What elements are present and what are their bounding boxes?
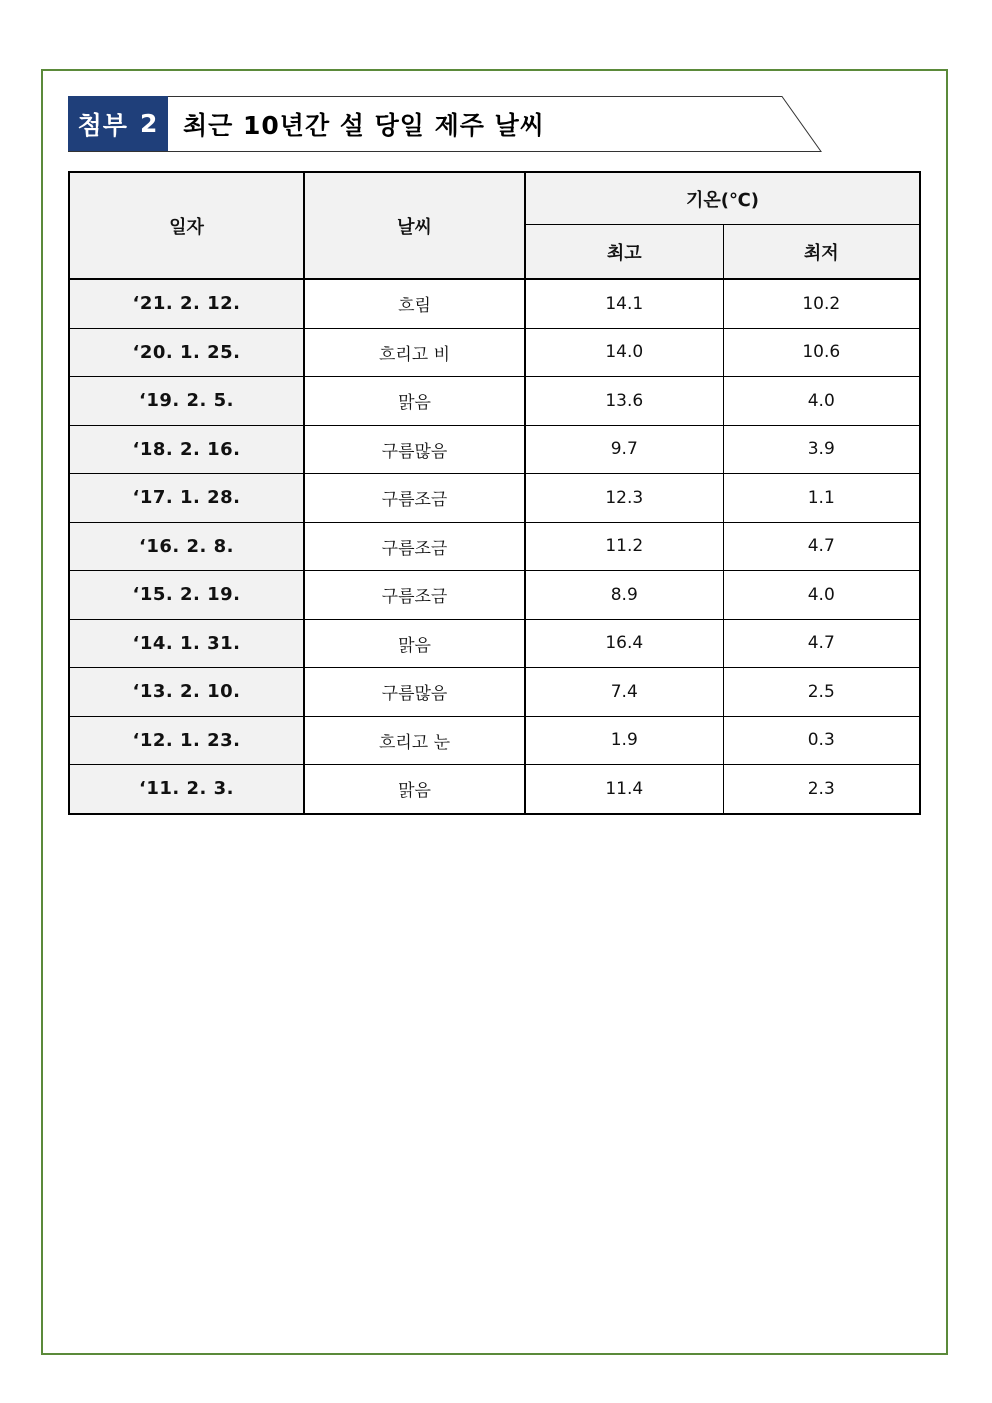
high-temp-cell: 14.1	[525, 279, 723, 328]
date-cell: ‘18. 2. 16.	[69, 425, 304, 474]
weather-cell: 맑음	[304, 619, 525, 668]
header-temperature: 기온(℃)	[525, 172, 920, 225]
header-date: 일자	[69, 172, 304, 279]
high-temp-cell: 14.0	[525, 328, 723, 377]
date-cell: ‘20. 1. 25.	[69, 328, 304, 377]
table-row	[69, 377, 920, 426]
table-row	[69, 425, 920, 474]
high-temp-cell: 1.9	[525, 716, 723, 765]
high-temp-cell: 9.7	[525, 425, 723, 474]
header-low: 최저	[723, 225, 920, 280]
low-temp-cell: 10.6	[723, 328, 920, 377]
weather-cell: 구름조금	[304, 571, 525, 620]
date-cell: ‘15. 2. 19.	[69, 571, 304, 620]
header-high: 최고	[525, 225, 723, 280]
attachment-badge	[68, 96, 168, 151]
title-bar	[68, 96, 822, 152]
weather-cell: 구름많음	[304, 668, 525, 717]
high-temp-cell: 13.6	[525, 377, 723, 426]
weather-cell: 흐림	[304, 279, 525, 328]
weather-cell: 구름조금	[304, 474, 525, 523]
high-temp-cell: 12.3	[525, 474, 723, 523]
weather-cell: 구름조금	[304, 522, 525, 571]
table-row	[69, 474, 920, 523]
date-cell: ‘16. 2. 8.	[69, 522, 304, 571]
low-temp-cell: 4.0	[723, 377, 920, 426]
table-row	[69, 279, 920, 328]
weather-cell: 흐리고 비	[304, 328, 525, 377]
table-row	[69, 765, 920, 814]
table-row	[69, 716, 920, 765]
low-temp-cell: 4.0	[723, 571, 920, 620]
low-temp-cell: 1.1	[723, 474, 920, 523]
table-row	[69, 619, 920, 668]
weather-cell: 맑음	[304, 765, 525, 814]
attachment-number: 2	[139, 109, 159, 138]
low-temp-cell: 10.2	[723, 279, 920, 328]
weather-table	[68, 171, 921, 815]
table-row	[69, 571, 920, 620]
date-cell: ‘11. 2. 3.	[69, 765, 304, 814]
low-temp-cell: 4.7	[723, 619, 920, 668]
high-temp-cell: 11.2	[525, 522, 723, 571]
date-cell: ‘17. 1. 28.	[69, 474, 304, 523]
date-cell: ‘21. 2. 12.	[69, 279, 304, 328]
low-temp-cell: 2.3	[723, 765, 920, 814]
date-cell: ‘12. 1. 23.	[69, 716, 304, 765]
date-cell: ‘14. 1. 31.	[69, 619, 304, 668]
high-temp-cell: 7.4	[525, 668, 723, 717]
date-cell: ‘13. 2. 10.	[69, 668, 304, 717]
low-temp-cell: 2.5	[723, 668, 920, 717]
page-title: 최근 10년간 설 당일 제주 날씨	[183, 110, 545, 140]
weather-cell: 구름많음	[304, 425, 525, 474]
attachment-label: 첨부	[77, 110, 128, 140]
header-weather: 날씨	[304, 172, 525, 279]
weather-cell: 맑음	[304, 377, 525, 426]
table-row	[69, 522, 920, 571]
low-temp-cell: 4.7	[723, 522, 920, 571]
weather-cell: 흐리고 눈	[304, 716, 525, 765]
high-temp-cell: 8.9	[525, 571, 723, 620]
table-row	[69, 668, 920, 717]
date-cell: ‘19. 2. 5.	[69, 377, 304, 426]
table-row	[69, 328, 920, 377]
high-temp-cell: 11.4	[525, 765, 723, 814]
high-temp-cell: 16.4	[525, 619, 723, 668]
low-temp-cell: 0.3	[723, 716, 920, 765]
low-temp-cell: 3.9	[723, 425, 920, 474]
